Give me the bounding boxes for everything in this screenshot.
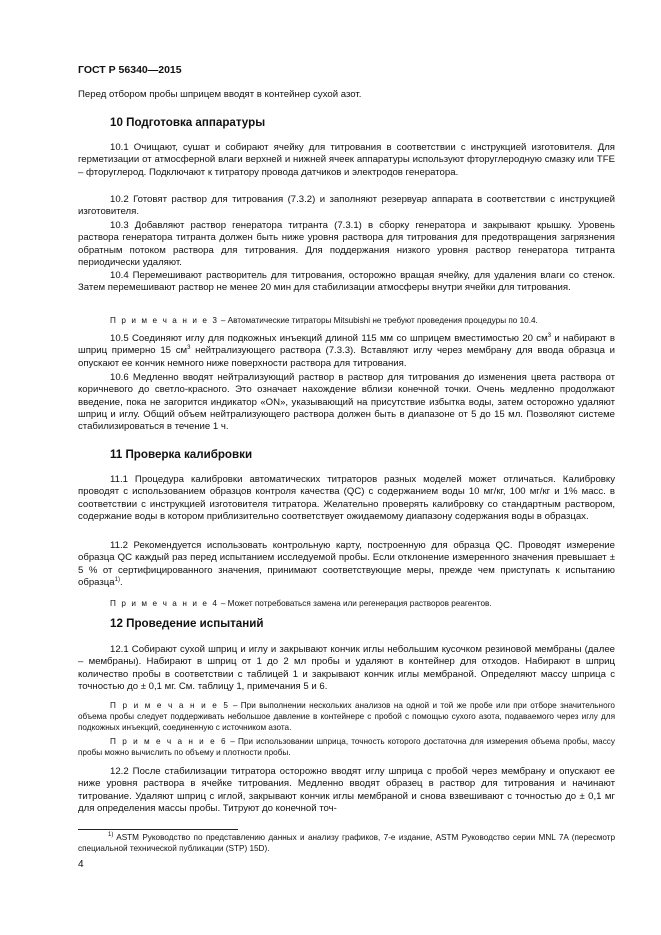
- note-3-label: П р и м е ч а н и е 3: [110, 316, 219, 325]
- note-5: [78, 700, 615, 734]
- sup-cm3-a: 3: [547, 333, 552, 339]
- footnote-ref: 1): [114, 576, 120, 583]
- note-4: [78, 598, 615, 609]
- paragraph-10-1: 10.1 Очищают, сушат и собирают ячейку для титрования в соответствии с инструкцией изготовителя. Для герметизации от атмосферной влаги верхней и нижней ячеек аппаратуры используют фторуглеродную смазку или TFE – фторуглерод. Подключают к титратору провода датчиков и электродов генератора.: [78, 142, 615, 178]
- footnote-mark: 1): [108, 832, 114, 838]
- p11-2-text: 11.2 Рекомендуется использовать контрольную карту, построенную для образца QC. Проводят измерение образца QC каждый раз перед испытанием исследуемой пробы. Если отклонение измеренного значения превышает ± 5 % от сертифицированного значения, принимают соответствующие меры, прежде чем приступать к испытанию образца: [78, 540, 615, 588]
- note-5-label: П р и м е ч а н и е 5: [110, 701, 230, 710]
- section-11-heading: 11 Проверка калибровки: [110, 448, 253, 461]
- paragraph-10-6: 10.6 Медленно вводят нейтрализующий раствор в раствор для титрования до изменения цвета раствора от коричневого до светло-красного. Это означает нахождение вблизи конечной точки. Очень медленно продолжают введение, пока не загорится индикатор «ON», указывающий на присутствие избытка воды, затем осторожно удаляют шприц и иглу. Общий объем нейтрализующего раствора должен быть в диапазоне от 5 до 15 мл. Позволяют системе стабилизироваться в течение 1 ч.: [78, 372, 615, 433]
- note-4-label: П р и м е ч а н и е 4: [110, 599, 219, 608]
- paragraph-11-1: 11.1 Процедура калибровки автоматических титраторов разных моделей может отличаться. Калибровку проводят с использованием образцов контроля качества (QC) с содержанием воды 10 мг/кг, 100 мг/кг и 1% масс. в соответствии с инструкцией изготовителя титратора. Желательно проверять калибровку со стандартным раствором, содержание воды в котором приблизительно соответствует ожидаемому диапазону содержания воды в образцах.: [78, 474, 615, 522]
- note-3: [78, 315, 615, 326]
- section-10-heading: 10 Подготовка аппаратуры: [110, 116, 266, 129]
- sup-cm3-b: 3: [187, 345, 191, 352]
- paragraph-12-1: 12.1 Собирают сухой шприц и иглу и закрывают кончик иглы небольшим кусочком резиновой мембраны (далее – мембраны). Набирают в шприц от 1 до 2 мл пробы и удаляют в контейнер для отходов. Набирают в шприц количество пробы в соответствии с таблицей 1 и закрывают кончик иглы мембраной. Определяют массу шприца с точностью до ± 0,1 мг. См. таблицу 1, примечания 5 и 6.: [78, 644, 615, 692]
- page-number: 4: [78, 859, 84, 870]
- footnote: [78, 832, 615, 854]
- paragraph-10-5: [78, 333, 615, 370]
- p5-part-b: и набирают в шприц примерно 15 см: [78, 333, 615, 357]
- p5-part-a: 10.5 Соединяют иглу для подкожных инъекций длиной 115 мм со шприцем вместимостью 20 см: [110, 333, 548, 344]
- note-6: [78, 736, 615, 758]
- intro-paragraph: Перед отбором пробы шприцем вводят в контейнер сухой азот.: [78, 89, 362, 100]
- note-5-text: – При выполнении нескольких анализов на одной и той же пробе или при отборе значительного объема пробы следует поддерживать небольшое давление в контейнере с пробой с помощью сухого азота, подаваемого через иглу для подкожных инъекций, соединенную с источником азота.: [78, 701, 615, 733]
- p5-part-c: нейтрализующего раствора (7.3.3). Вставляют иглу через мембрану для ввода образца и опускают ее кончик немного ниже поверхности раствора для титрования.: [78, 345, 615, 369]
- paragraph-10-3: 10.3 Добавляют раствор генератора титранта (7.3.1) в сборку генератора и закрывают крышку. Уровень раствора генератора титранта должен быть ниже уровня раствора для титрования для предотвращения загрязнения обратным потоком раствора для титрования. Для поддержания низкого уровня раствор генератора титранта периодически удаляют.: [78, 220, 615, 268]
- footnote-text: ASTM Руководство по представлению данных и анализу графиков, 7-е издание, ASTM Руководство серии MNL 7A (пересмотр специальной технической публикации (STP) 15D).: [78, 833, 615, 853]
- note-3-text: – Автоматические титраторы Mitsubishi не требуют проведения процедуры по 10.4.: [218, 316, 538, 325]
- section-12-heading: 12 Проведение испытаний: [110, 617, 264, 630]
- note-6-label: П р и м е ч а н и е 6: [110, 737, 228, 746]
- note-6-text: – При использовании шприца, точность которого достаточна для измерения объема пробы, массу пробы можно вычислить по объему и плотности пробы.: [78, 737, 615, 758]
- standard-header: ГОСТ Р 56340—2015: [78, 64, 182, 76]
- paragraph-11-2: [78, 540, 615, 589]
- paragraph-10-2: 10.2 Готовят раствор для титрования (7.3.2) и заполняют резервуар аппарата в соответствии с инструкцией изготовителя.: [78, 194, 615, 218]
- note-4-text: – Может потребоваться замена или регенерация растворов реагентов.: [218, 599, 492, 608]
- paragraph-12-2: 12.2 После стабилизации титратора осторожно вводят иглу шприца с пробой через мембрану и опускают ее ниже уровня раствора в ячейке титрования. Медленно вводят образец в раствор для титрования и начинают титрование. Удаляют шприц с иглой, закрывают кончик иглы мембраной и снова взвешивают с точностью до ± 0,1 мг для определения массы пробы. Титруют до конечной точ-: [78, 766, 615, 814]
- footnote-divider: [78, 829, 238, 830]
- paragraph-10-4: 10.4 Перемешивают растворитель для титрования, осторожно вращая ячейку, для удаления влаги со стенок. Затем перемешивают раствор не менее 20 мин для стабилизации атмосферы внутри ячейки для титрования.: [78, 270, 615, 294]
- p11-2-end: .: [119, 576, 123, 588]
